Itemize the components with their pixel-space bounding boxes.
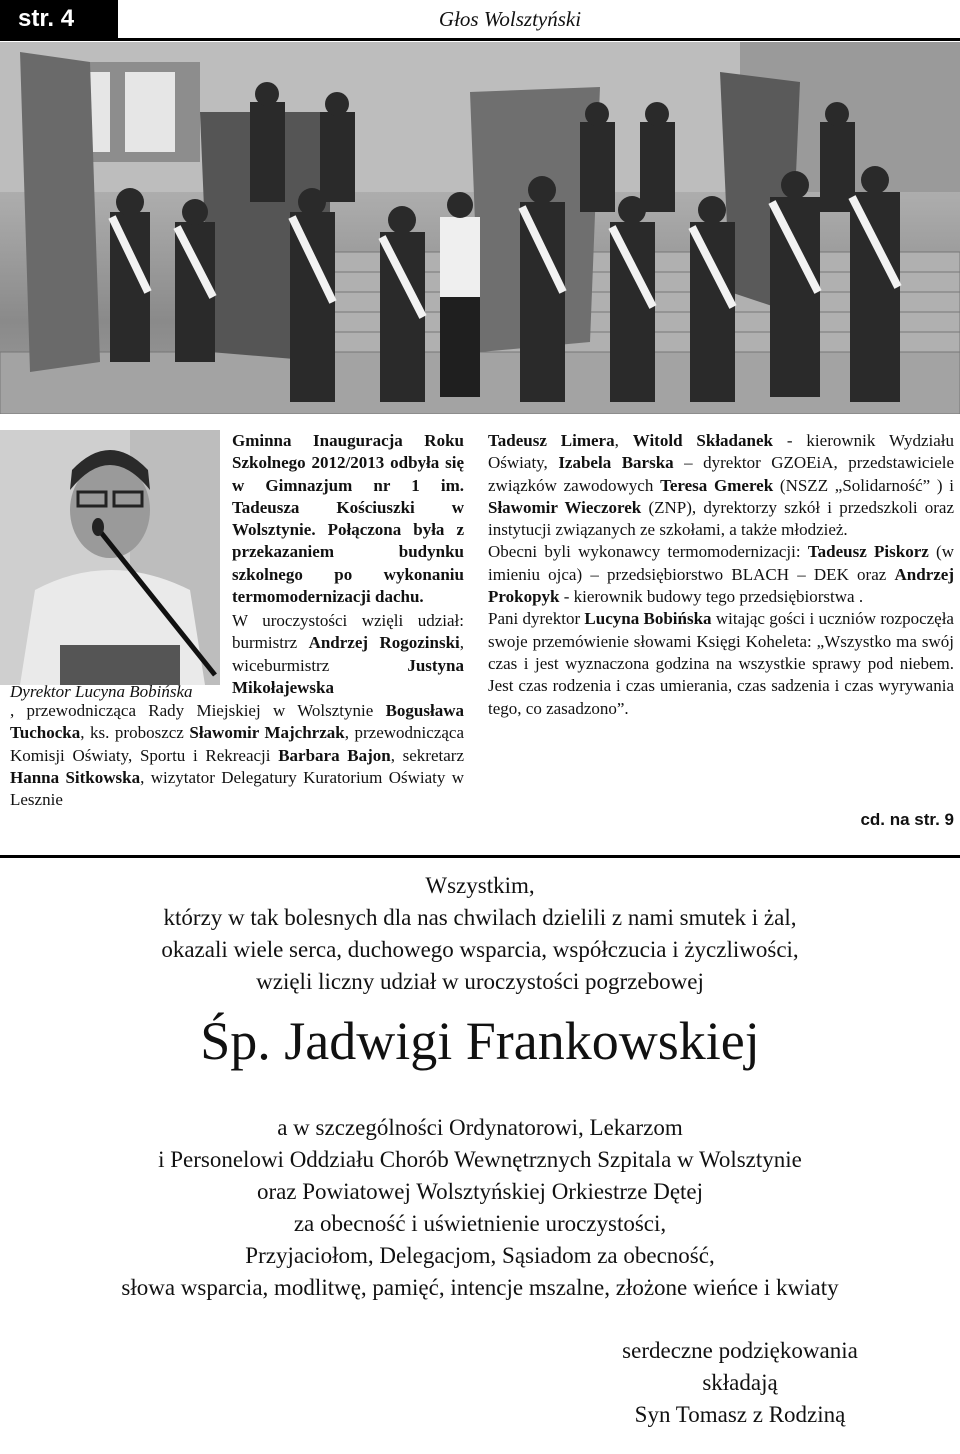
ceremony-photo [0,42,960,414]
article-body-bottom: , przewodnicząca Rady Miejskiej w Wolsztynie Bogusława Tuchocka, ks. proboszcz Sławomir Majchrzak, przewodnicząca Komisji Oświaty, Sportu i Rekreacji Barbara Bajon, sekretarz Hanna Sitkowska, wizytator Delegatury Kuratorium Oświaty w Lesznie [10,701,464,810]
signature-line: Syn Tomasz z Rodziną [634,1402,846,1427]
notice-body-line: a w szczególności Ordynatorowi, Lekarzom [277,1115,683,1140]
article-body-top: W uroczystości wzięli udział: burmistrz Andrzej Rogozinski, wiceburmistrz Justyna Mikołajewska [232,611,464,697]
notice-signature [540,1335,940,1431]
continued-note: cd. na str. 9 [860,810,954,829]
notice-body-line: oraz Powiatowej Wolsztyńskiej Orkiestrze Dętej [256,1179,704,1204]
notice-intro-line: Wszystkim, [425,873,535,898]
director-photo [0,430,220,685]
signature-line: serdeczne podziękowania [622,1338,858,1363]
photo-caption: Dyrektor Lucyna Bobińska [10,682,193,701]
notice-body-line: słowa wsparcia, modlitwę, pamięć, intencje mszalne, złożone wieńce i kwiaty [121,1275,839,1300]
notice-body-line: za obecność i uświetnienie uroczystości, [293,1211,667,1236]
notice-intro-line: okazali wiele serca, duchowego wsparcia, współczucia i życzliwości, [161,937,799,962]
deceased-name: Śp. Jadwigi Frankowskiej [200,1011,760,1071]
newspaper-title: Głos Wolsztyński [438,7,582,31]
notice-body [0,1112,960,1304]
page-header [0,0,960,38]
notice-body-line: i Personelowi Oddziału Chorób Wewnętrznych Szpitala w Wolsztynie [158,1147,802,1172]
notice-body-line: Przyjaciołom, Delegacjom, Sąsiadom za obecność, [245,1243,715,1268]
article-lead: Gminna Inauguracja Roku Szkolnego 2012/2013 odbyła się w Gimnazjum nr 1 im. Tadeusza Kościuszki w Wolsztynie. Połączona była z przekazaniem budynku szkolnego po wykonaniu termomodernizacji dachu. [232,431,464,607]
notice-intro [0,870,960,998]
header-rule [0,38,960,41]
article-right-column: Tadeusz Limera, Witold Składanek - kierownik Wydziału Oświaty, Izabela Barska – dyrektor GZOEiA, przedstawiciele związków zawodowych Teresa Gmerek (NSZZ „Solidarność” ) i Sławomir Wieczorek (ZNP), dyrektorzy szkół i przedszkoli oraz instytucji związanych ze szkołami, a także młodzież. Obecni byli wykonawcy termomodernizacji: Tadeusz Piskorz (w imieniu ojca) – przedsiębiorstwo BLACH – DEK oraz Andrzej Prokopyk - kierownik budowy tego przedsiębiorstwa . Pani dyrektor Lucyna Bobińska witając gości i uczniów rozpoczęła swoje przemówienie słowami Księgi Koheleta: „Wszystko ma swój czas i jest wyznaczona godzina na wszystkie sprawy pod niebem. Jest czas rodzenia i czas umierania, czas sadzenia i czas wyrywania tego, co zasadzono”. [488,431,955,718]
notice-intro-line: wzięli liczny udział w uroczystości pogrzebowej [256,969,704,994]
notice-intro-line: którzy w tak bolesnych dla nas chwilach dzielili z nami smutek i żal, [163,905,797,930]
signature-line: składają [702,1370,778,1395]
page-number: str. 4 [0,0,118,38]
